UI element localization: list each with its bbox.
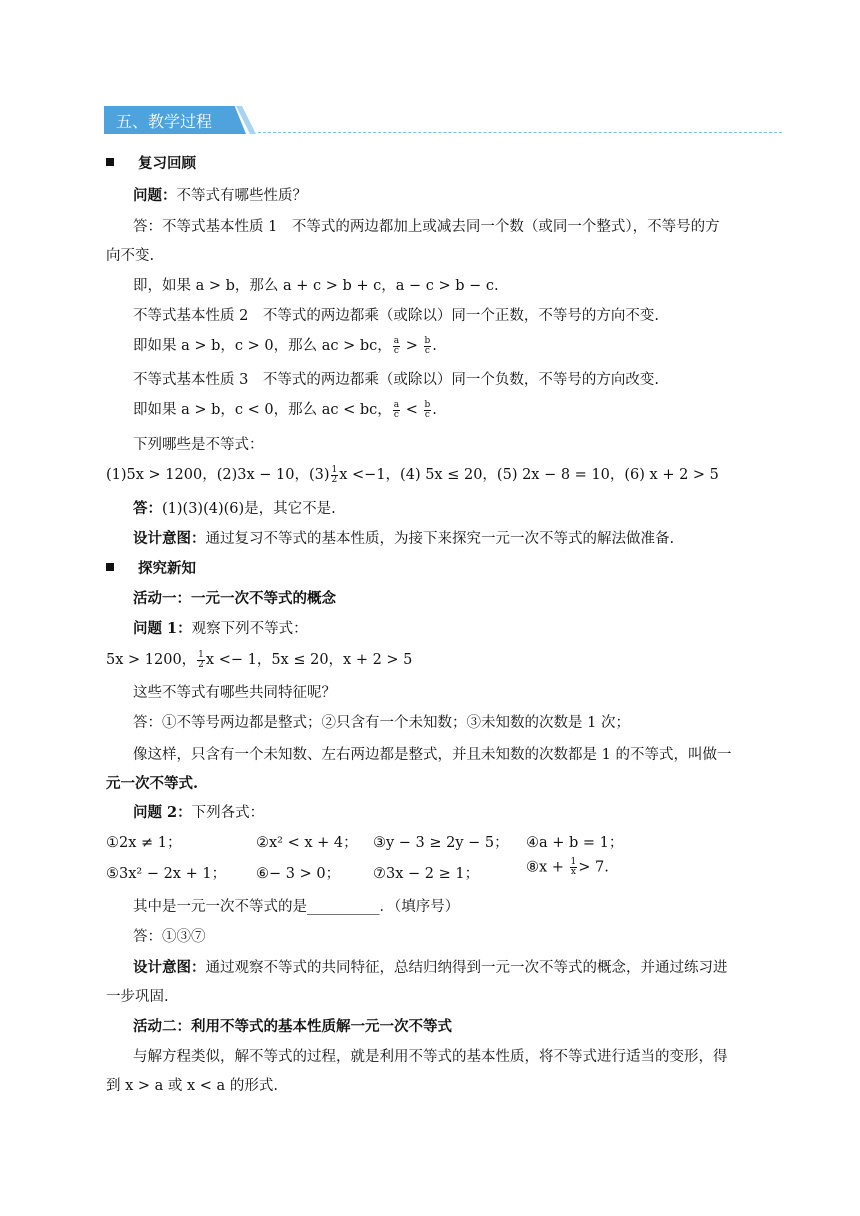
question-text: 不等式有哪些性质？ (176, 188, 307, 204)
bullet-square-icon (106, 158, 114, 166)
features-answer: 答：①不等号两边都是整式；②只含有一个未知数；③未知数的次数是 1 次； (133, 715, 630, 731)
fill-in-question: 其中是一元一次不等式的是__________．（填序号） (133, 899, 460, 915)
answer2-label: 答： (133, 500, 162, 517)
option-8 (526, 858, 609, 877)
fraction-one-over-x: $\frac{1}{x}$ (570, 857, 577, 877)
property2-example-text: 即如果 a > b，c > 0，那么 ac > bc， (133, 338, 392, 354)
fraction-b-over-c: $\frac{b}{c}$ (424, 399, 431, 420)
option-7: ⑦3x − 2 ≥ 1； (373, 866, 480, 882)
option-1: ①2x ≠ 1； (106, 835, 182, 851)
fraction-one-half: $\frac{1}{2}$ (331, 464, 338, 485)
fraction-b-over-c: $\frac{b}{c}$ (424, 335, 431, 356)
answer-p1-line1: 答：不等式基本性质 1 不等式的两边都加上或减去同一个数（或同一个整式），不等号的方 (133, 219, 720, 235)
answer2-text: (1)(3)(4)(6)是，其它不是. (162, 501, 336, 517)
fill-in-answer: 答：①③⑦ (133, 929, 206, 945)
option-8-text: ⑧x + (526, 859, 569, 876)
q1-label: 问题 1： (133, 620, 192, 637)
property1-example: 即，如果 a > b，那么 a + c > b + c，a − c > b − c. (133, 278, 499, 294)
answer2 (133, 497, 336, 518)
option-4: ④a + b = 1； (526, 835, 624, 851)
features-question: 这些不等式有哪些共同特征呢？ (133, 685, 336, 701)
bullet-square-icon (106, 563, 114, 571)
section-title: 五、教学过程 (116, 112, 213, 131)
inequality-list-part2: x <−1，(4) 5x ≤ 20，(5) 2x − 8 = 10，(6) x + 2 > 5 (339, 467, 719, 483)
header-dashed-divider (258, 132, 782, 133)
definition-line1: 像这样，只含有一个未知数、左右两边都是整式，并且未知数的次数都是 1 的不等式，叫做一 (133, 747, 732, 763)
intent2-text: 通过观察不等式的共同特征，总结归纳得到一元一次不等式的概念，并通过练习进 (205, 960, 728, 976)
activity2-title: 活动二：利用不等式的基本性质解一元一次不等式 (133, 1018, 452, 1035)
activity2-line2: 到 x > a 或 x < a 的形式. (106, 1078, 278, 1094)
inequality-list-part1: (1)5x > 1200，(2)3x − 10，(3) (106, 467, 330, 483)
q2-label: 问题 2： (133, 804, 192, 821)
activity1-title: 活动一：一元一次不等式的概念 (133, 590, 336, 607)
review-question (133, 184, 307, 205)
fraction-a-over-c: $\frac{a}{c}$ (393, 399, 400, 420)
question2 (133, 801, 264, 822)
question-label: 问题： (133, 187, 177, 204)
definition-line2: 元一次不等式. (106, 775, 199, 792)
option-6: ⑥− 3 > 0； (256, 866, 341, 882)
activity2-line1: 与解方程类似，解不等式的过程，就是利用不等式的基本性质，将不等式进行适当的变形，得 (133, 1049, 728, 1065)
intent-label: 设计意图： (133, 530, 206, 547)
q1-inequality-list (106, 648, 412, 670)
explore-heading: 探究新知 (138, 560, 196, 577)
q2-text: 下列各式： (191, 805, 265, 821)
option-8-tail: > 7. (578, 859, 609, 876)
option-3: ③y − 3 ≥ 2y − 5； (373, 835, 509, 851)
fraction-one-half: $\frac{1}{2}$ (198, 649, 204, 670)
property3-text: 不等式基本性质 3 不等式的两边都乘（或除以）同一个负数，不等号的方向改变. (133, 372, 659, 388)
property2-text: 不等式基本性质 2 不等式的两边都乘（或除以）同一个正数，不等号的方向不变. (133, 308, 659, 324)
review-heading-row (106, 152, 196, 173)
review-heading: 复习回顾 (138, 155, 196, 172)
property2-example: 即如果 a > b，c > 0，那么 ac > bc， $\frac{a}{c}$ > $\frac{b}{c}$ . (133, 335, 437, 356)
option-2: ②x² < x + 4； (256, 835, 358, 851)
design-intent-2-line2: 一步巩固. (106, 989, 169, 1005)
q1-list-a: 5x > 1200， (106, 652, 197, 668)
which-inequalities: 下列哪些是不等式： (133, 437, 264, 453)
section-header (104, 106, 256, 134)
option-5: ⑤3x² − 2x + 1； (106, 866, 227, 882)
q1-text: 观察下列不等式： (191, 621, 308, 637)
property3-example: 即如果 a > b，c < 0，那么 ac < bc， $\frac{a}{c}$ < $\frac{b}{c}$ . (133, 399, 437, 420)
intent-text: 通过复习不等式的基本性质，为接下来探究一元一次不等式的解法做准备. (205, 531, 675, 547)
explore-heading-row (106, 557, 196, 578)
q1-list-b: x <− 1，5x ≤ 20，x + 2 > 5 (205, 652, 413, 668)
design-intent-1 (133, 527, 674, 548)
intent2-label: 设计意图： (133, 959, 206, 976)
inequality-list (106, 463, 719, 485)
answer-p1-line2: 向不变. (106, 248, 155, 264)
question1 (133, 617, 308, 638)
fraction-a-over-c: $\frac{a}{c}$ (393, 335, 400, 356)
property3-example-text: 即如果 a > b，c < 0，那么 ac < bc， (133, 402, 392, 418)
design-intent-2 (133, 956, 728, 977)
